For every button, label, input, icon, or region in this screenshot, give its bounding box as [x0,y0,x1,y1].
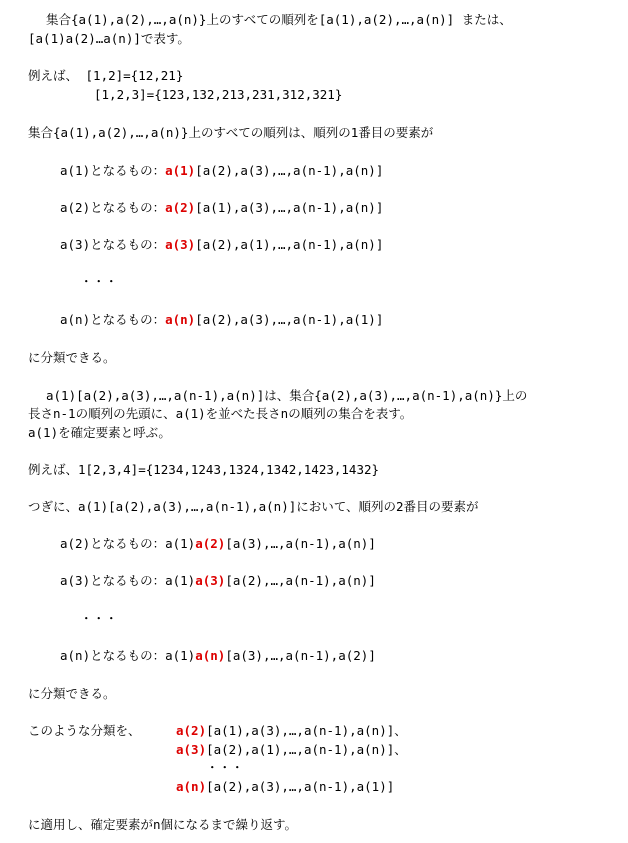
item-rest: [a(2),a(1),…,a(n-1),a(n)]、 [206,742,407,757]
item-prefix: a(2)となるもの： [60,200,166,215]
item-prefix: a(3)となるもの： [60,237,166,252]
item-prefix: a(1)となるもの： [60,163,166,178]
apply-item [176,742,407,758]
fixed-element: a(n) [165,312,196,327]
classify1-outro: に分類できる。 [28,350,116,365]
intro-line-2: [a(1)a(2)…a(n)]で表す。 [28,31,190,46]
classify2-item [60,648,376,664]
item-prefix: a(n)となるもの：a(1) [60,648,196,663]
item-rest: [a(3),…,a(n-1),a(n)] [225,536,376,551]
fixed-element: a(2) [176,723,207,738]
item-rest: [a(2),…,a(n-1),a(n)] [225,573,376,588]
item-rest: [a(1),a(3),…,a(n-1),a(n)]、 [206,723,407,738]
classify1-item [60,200,383,216]
classify2-item [60,573,376,589]
item-prefix: a(3)となるもの：a(1) [60,573,196,588]
fixed-element: a(n) [176,779,207,794]
example1-line-1: 例えば、 [1,2]={12,21} [28,68,184,83]
fixed-element: a(3) [165,237,196,252]
example2-line-1: 例えば、1[2,3,4]={1234,1243,1324,1342,1423,1432} [28,462,380,477]
item-rest: [a(1),a(3),…,a(n-1),a(n)] [195,200,384,215]
para2-line-3: a(1)を確定要素と呼ぶ。 [28,425,171,440]
fixed-element: a(2) [165,200,196,215]
fixed-element: a(1) [165,163,196,178]
para2-line-1: a(1)[a(2),a(3),…,a(n-1),a(n)]は、集合{a(2),a(3),…,a(n-1),a(n)}上の [46,388,528,403]
item-prefix: a(n)となるもの： [60,312,166,327]
fixed-element: a(3) [176,742,207,757]
classify2-item [60,536,376,552]
fixed-element: a(3) [195,573,226,588]
intro-line-1: 集合{a(1),a(2),…,a(n)}上のすべての順列を[a(1),a(2),…,a(n)] または、 [46,12,512,27]
classify1-intro: 集合{a(1),a(2),…,a(n)}上のすべての順列は、順列の1番目の要素が [28,125,434,140]
apply-item [176,723,407,739]
para2-line-2: 長さn-1の順列の先頭に、a(1)を並べた長さnの順列の集合を表す。 [28,406,413,421]
classify1-item [60,312,383,328]
item-rest: [a(2),a(3),…,a(n-1),a(1)] [206,779,395,794]
ellipsis-dots: ・・・ [80,274,118,289]
item-rest: [a(3),…,a(n-1),a(2)] [225,648,376,663]
item-rest: [a(2),a(3),…,a(n-1),a(n)] [195,163,384,178]
item-rest: [a(2),a(3),…,a(n-1),a(1)] [195,312,384,327]
classify1-item [60,237,383,253]
item-rest: [a(2),a(1),…,a(n-1),a(n)] [195,237,384,252]
apply-outro: に適用し、確定要素がn個になるまで繰り返す。 [28,817,298,832]
classify2-outro: に分類できる。 [28,686,116,701]
fixed-element: a(n) [195,648,226,663]
fixed-element: a(2) [195,536,226,551]
ellipsis-dots: ・・・ [80,611,118,626]
classify2-intro: つぎに、a(1)[a(2),a(3),…,a(n-1),a(n)]において、順列の2番目の要素が [28,499,479,514]
apply-prefix: このような分類を、 [28,723,141,738]
item-prefix: a(2)となるもの：a(1) [60,536,196,551]
ellipsis-dots: ・・・ [206,760,244,775]
classify1-item [60,163,383,179]
example1-line-2: [1,2,3]={123,132,213,231,312,321} [94,87,343,102]
apply-item [176,779,394,795]
